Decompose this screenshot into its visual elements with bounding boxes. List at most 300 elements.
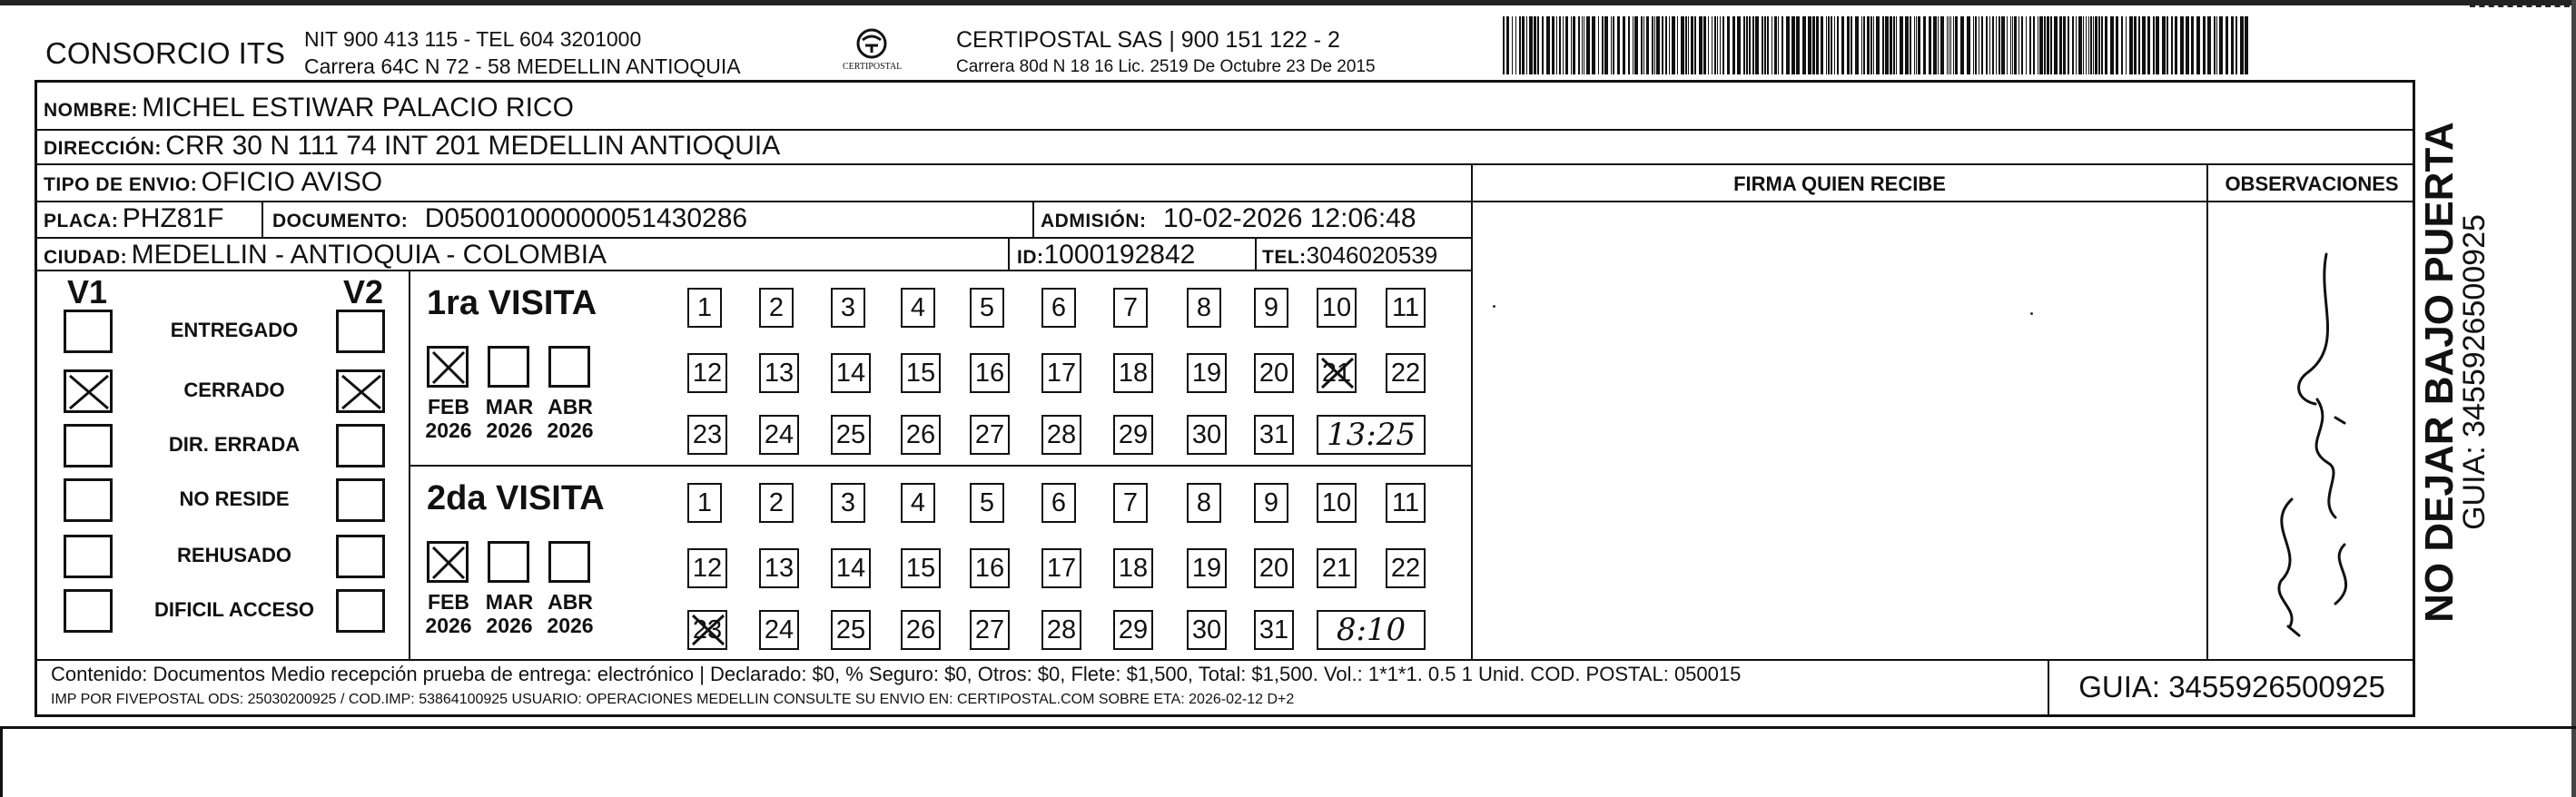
barcode-bar xyxy=(1752,16,1754,74)
day-box[interactable] xyxy=(970,288,1004,328)
x-mark-icon xyxy=(429,544,468,582)
barcode-bar xyxy=(2105,16,2107,74)
barcode-bar xyxy=(1947,16,1948,74)
day-box[interactable] xyxy=(1113,288,1148,328)
barcode-bar xyxy=(2116,16,2118,74)
barcode-bar xyxy=(1537,16,1539,74)
admision-cell xyxy=(1041,203,1416,234)
day-number: 16 xyxy=(974,359,1005,388)
day-box[interactable] xyxy=(1254,610,1294,650)
day-number: 28 xyxy=(1046,615,1077,644)
barcode-bar xyxy=(1999,16,2000,74)
day-number: 24 xyxy=(764,420,795,449)
day-number: 7 xyxy=(1122,293,1139,322)
status-label: DIFICIL ACCESO xyxy=(153,598,314,621)
barcode-bar xyxy=(1559,16,1561,74)
barcode-bar xyxy=(1717,16,1718,74)
day-box[interactable] xyxy=(759,415,799,455)
barcode-bar xyxy=(1727,16,1730,74)
barcode-bar xyxy=(1802,16,1806,74)
day-box[interactable] xyxy=(901,353,941,393)
barcode-bar xyxy=(1646,16,1649,74)
footer-line-1: Contenido: Documentos Medio recepción prueba de entrega: electrónico | Declarado: $0, % Seguro: $0, Otros: $0, Flete: $1,500, Total: $1,500. Vol.: 1*1*1. 0.5 1 Unid. COD. POSTAL: 050015 xyxy=(51,663,1742,685)
barcode-bar xyxy=(2078,16,2082,74)
day-box[interactable] xyxy=(831,415,871,455)
barcode-bar xyxy=(2153,16,2155,74)
day-box[interactable] xyxy=(1317,548,1357,588)
v1-checkbox[interactable] xyxy=(64,310,113,353)
barcode-bar xyxy=(2012,16,2013,74)
barcode-bar xyxy=(1986,16,1988,74)
tipo-value: OFICIO AVISO xyxy=(201,167,383,197)
barcode-bar xyxy=(1685,16,1687,74)
v1-checkbox[interactable] xyxy=(64,369,113,413)
month-checkbox[interactable] xyxy=(427,541,469,583)
day-box[interactable] xyxy=(970,483,1004,523)
x-mark-icon xyxy=(339,372,384,412)
barcode-bar xyxy=(2162,16,2166,74)
barcode-bar xyxy=(1677,16,1678,74)
barcode-bar xyxy=(1834,16,1835,74)
barcode-bar xyxy=(1791,16,1795,74)
col-line xyxy=(1255,237,1257,270)
year-label: 2026 xyxy=(425,614,472,637)
row-line xyxy=(35,163,2415,165)
day-number: 5 xyxy=(979,488,995,517)
year-label: 2026 xyxy=(486,418,533,442)
barcode-bar xyxy=(1573,16,1575,74)
barcode-bar xyxy=(2147,16,2150,74)
day-box[interactable] xyxy=(687,415,727,455)
barcode-bar xyxy=(2129,16,2133,74)
barcode-bar xyxy=(1900,16,1903,74)
barcode-bar xyxy=(2007,16,2008,74)
barcode-bar xyxy=(1992,16,1994,74)
dash-line xyxy=(2470,5,2570,7)
barcode-bar xyxy=(1552,16,1554,74)
day-box[interactable] xyxy=(759,288,794,328)
v2-checkbox[interactable] xyxy=(336,589,385,633)
barcode-bar xyxy=(1893,16,1895,74)
barcode-bar xyxy=(2059,16,2062,74)
direccion-label: DIRECCIÓN: xyxy=(44,138,162,159)
direccion-row xyxy=(44,131,780,162)
scan-dot xyxy=(2030,312,2033,315)
status-label: NO RESIDE xyxy=(179,487,290,510)
day-box[interactable] xyxy=(1187,610,1227,650)
barcode-bar xyxy=(1722,16,1724,74)
barcode-bar xyxy=(1796,16,1800,74)
barcode-bar xyxy=(1515,16,1516,74)
v2-checkbox[interactable] xyxy=(336,478,385,522)
barcode-bar xyxy=(1623,16,1625,74)
barcode-bar xyxy=(2245,16,2248,74)
barcode-bar xyxy=(1905,16,1909,74)
barcode-bar xyxy=(1808,16,1811,74)
day-number: 31 xyxy=(1258,615,1289,644)
admision-value: 10-02-2026 12:06:48 xyxy=(1162,203,1416,233)
v2-checkbox[interactable] xyxy=(336,424,385,467)
barcode-bar xyxy=(2050,16,2052,74)
day-box[interactable] xyxy=(970,353,1010,393)
day-box[interactable] xyxy=(1041,415,1081,455)
barcode-bar xyxy=(2207,16,2211,74)
day-box[interactable] xyxy=(759,353,799,393)
day-number: 6 xyxy=(1051,488,1067,517)
day-box[interactable] xyxy=(901,415,941,455)
day-box[interactable] xyxy=(831,610,871,650)
barcode-bar xyxy=(1746,16,1748,74)
day-number: 26 xyxy=(905,615,936,644)
day-box[interactable] xyxy=(970,610,1010,650)
v1-checkbox[interactable] xyxy=(64,535,113,578)
scan-right-edge xyxy=(2571,0,2576,797)
barcode-bar xyxy=(1981,16,1983,74)
tipo-label: TIPO DE ENVIO: xyxy=(44,174,198,195)
barcode-bar xyxy=(1641,16,1643,74)
day-box[interactable] xyxy=(901,483,935,523)
side-warning: NO DEJAR BAJO PUERTA xyxy=(2417,122,2462,623)
v1-checkbox[interactable] xyxy=(64,424,113,467)
day-box[interactable] xyxy=(1041,548,1081,588)
day-box[interactable] xyxy=(1254,288,1288,328)
day-number: 29 xyxy=(1118,615,1149,644)
barcode-bar xyxy=(1652,16,1653,74)
day-number: 5 xyxy=(979,293,995,322)
barcode-bar xyxy=(2240,16,2244,74)
day-box[interactable] xyxy=(901,288,935,328)
v1-checkbox[interactable] xyxy=(64,589,113,633)
barcode-bar xyxy=(2235,16,2237,74)
day-box[interactable] xyxy=(687,353,727,393)
month-label: MAR xyxy=(485,590,534,614)
barcode-bar xyxy=(1617,16,1620,74)
nombre-label: NOMBRE: xyxy=(44,100,138,121)
v1-checkbox[interactable] xyxy=(64,478,113,522)
day-box[interactable] xyxy=(1254,415,1294,455)
day-number: 29 xyxy=(1118,420,1149,449)
direccion-value: CRR 30 N 111 74 INT 201 MEDELLIN ANTIOQUIA xyxy=(165,131,781,161)
day-box[interactable] xyxy=(1113,415,1153,455)
observaciones-handwriting xyxy=(2208,200,2415,659)
barcode-bar xyxy=(1611,16,1612,74)
barcode-bar xyxy=(1975,16,1977,74)
barcode-bar xyxy=(1720,16,1721,74)
day-number: 25 xyxy=(835,615,866,644)
status-label: CERRADO xyxy=(183,379,285,401)
barcode-bar xyxy=(1851,16,1852,74)
day-box[interactable] xyxy=(759,548,799,588)
col-line xyxy=(262,201,263,237)
barcode-bar xyxy=(1522,16,1525,74)
barcode-bar xyxy=(1938,16,1939,74)
barcode-bar xyxy=(1691,16,1693,74)
day-box[interactable] xyxy=(1317,353,1357,393)
barcode-bar xyxy=(1703,16,1706,74)
v2-checkbox[interactable] xyxy=(336,369,385,413)
barcode-bar xyxy=(2126,16,2127,74)
day-number: 10 xyxy=(1321,293,1352,322)
barcode-bar xyxy=(1656,16,1660,74)
year-label: 2026 xyxy=(547,614,594,637)
v2-checkbox[interactable] xyxy=(336,310,385,353)
barcode-bar xyxy=(1826,16,1827,74)
day-number: 26 xyxy=(905,420,936,449)
day-box[interactable] xyxy=(1386,353,1426,393)
visit-title: 2da VISITA xyxy=(427,479,605,517)
barcode-bar xyxy=(1512,16,1513,74)
barcode-bar xyxy=(1755,16,1759,74)
day-box[interactable] xyxy=(1187,415,1227,455)
day-number: 3 xyxy=(840,488,856,517)
ciudad-cell xyxy=(44,240,607,271)
barcode-bar xyxy=(1940,16,1944,74)
day-box[interactable] xyxy=(831,483,865,523)
barcode-bar xyxy=(2191,16,2194,74)
barcode-bar xyxy=(1743,16,1745,74)
barcode-bar xyxy=(1929,16,1931,74)
day-box[interactable] xyxy=(831,548,871,588)
day-box[interactable] xyxy=(687,548,727,588)
signature-area xyxy=(1473,200,2206,659)
tel-label: TEL: xyxy=(1262,247,1307,268)
barcode-bar xyxy=(1890,16,1892,74)
day-box[interactable] xyxy=(1386,483,1426,523)
barcode-bar xyxy=(1699,16,1703,74)
month-checkbox[interactable] xyxy=(548,541,590,583)
barcode-bar xyxy=(1602,16,1604,74)
nombre-value: MICHEL ESTIWAR PALACIO RICO xyxy=(142,93,574,123)
scan-dot xyxy=(1493,305,1495,308)
barcode-bar xyxy=(1654,16,1655,74)
barcode-bar xyxy=(1506,16,1509,74)
barcode-bar xyxy=(1916,16,1917,74)
barcode-bar xyxy=(2083,16,2084,74)
placa-cell xyxy=(44,203,223,234)
tipo-row xyxy=(44,167,382,198)
barcode-bar xyxy=(2219,16,2223,74)
firma-header: FIRMA QUIEN RECIBE xyxy=(1733,172,1946,195)
day-box[interactable] xyxy=(901,610,941,650)
day-box[interactable] xyxy=(1254,353,1294,393)
barcode-bar xyxy=(1973,16,1974,74)
visit-time-box[interactable] xyxy=(1317,415,1426,455)
day-number: 11 xyxy=(1391,293,1420,322)
visit-separator xyxy=(409,465,1471,467)
day-number: 2 xyxy=(768,488,785,517)
barcode-bar xyxy=(2138,16,2140,74)
day-box[interactable] xyxy=(1187,353,1227,393)
barcode-bar xyxy=(1672,16,1675,74)
barcode-bar xyxy=(2054,16,2058,74)
x-mark-icon xyxy=(689,612,727,648)
barcode-bar xyxy=(2047,16,2049,74)
barcode-bar xyxy=(2216,16,2217,74)
day-box[interactable] xyxy=(1386,548,1426,588)
day-number: 27 xyxy=(974,615,1005,644)
documento-value: D05001000000051430286 xyxy=(424,203,748,233)
barcode-bar xyxy=(1885,16,1889,74)
barcode-bar xyxy=(1688,16,1689,74)
day-number: 28 xyxy=(1046,420,1077,449)
barcode-bar xyxy=(1737,16,1741,74)
barcode-bar xyxy=(1828,16,1830,74)
month-checkbox[interactable] xyxy=(488,541,529,583)
company-address: Carrera 64C N 72 - 58 MEDELLIN ANTIOQUIA xyxy=(304,54,741,78)
x-mark-icon xyxy=(429,349,468,387)
certipostal-logo xyxy=(835,25,908,76)
day-box[interactable] xyxy=(687,610,727,650)
day-number: 31 xyxy=(1258,420,1289,449)
barcode-bar xyxy=(1749,16,1751,74)
day-box[interactable] xyxy=(1041,353,1081,393)
barcode-bar xyxy=(1665,16,1667,74)
day-box[interactable] xyxy=(1254,483,1288,523)
barcode-bar xyxy=(1774,16,1777,74)
barcode-bar xyxy=(1578,16,1580,74)
status-label: ENTREGADO xyxy=(170,319,299,341)
day-number: 11 xyxy=(1391,488,1420,517)
barcode-bar xyxy=(2134,16,2137,74)
barcode xyxy=(1503,16,2252,74)
day-number: 2 xyxy=(768,293,785,322)
barcode-bar xyxy=(1933,16,1937,74)
day-number: 19 xyxy=(1191,554,1222,583)
barcode-bar xyxy=(2203,16,2206,74)
day-number: 3 xyxy=(840,293,856,322)
day-number: 20 xyxy=(1258,554,1289,583)
barcode-bar xyxy=(2166,16,2168,74)
barcode-bar xyxy=(1534,16,1536,74)
day-box[interactable] xyxy=(1113,548,1153,588)
v2-checkbox[interactable] xyxy=(336,535,385,578)
col-line xyxy=(1032,201,1034,237)
barcode-bar xyxy=(1863,16,1865,74)
day-number: 23 xyxy=(692,615,723,644)
barcode-bar xyxy=(1571,16,1572,74)
barcode-bar xyxy=(2180,16,2184,74)
year-label: 2026 xyxy=(547,418,594,442)
barcode-bar xyxy=(2088,16,2089,74)
day-box[interactable] xyxy=(970,415,1010,455)
barcode-bar xyxy=(1950,16,1951,74)
barcode-bar xyxy=(2110,16,2114,74)
day-box[interactable] xyxy=(1041,288,1076,328)
month-checkbox[interactable] xyxy=(488,346,529,388)
barcode-bar xyxy=(1598,16,1599,74)
day-number: 24 xyxy=(764,615,795,644)
barcode-bar xyxy=(1563,16,1564,74)
barcode-bar xyxy=(1546,16,1550,74)
barcode-bar xyxy=(1960,16,1964,74)
barcode-bar xyxy=(1955,16,1958,74)
barcode-bar xyxy=(2029,16,2031,74)
day-number: 30 xyxy=(1191,420,1222,449)
documento-cell xyxy=(272,203,747,234)
barcode-bar xyxy=(1870,16,1872,74)
day-box[interactable] xyxy=(1254,548,1294,588)
barcode-bar xyxy=(1923,16,1926,74)
barcode-bar xyxy=(1918,16,1920,74)
day-number: 18 xyxy=(1118,359,1149,388)
visit-time-box[interactable] xyxy=(1317,610,1426,650)
day-number: 1 xyxy=(696,293,713,322)
month-label: FEB xyxy=(428,590,469,614)
day-box[interactable] xyxy=(1187,548,1227,588)
barcode-bar xyxy=(2076,16,2077,74)
barcode-bar xyxy=(1732,16,1735,74)
day-box[interactable] xyxy=(759,483,794,523)
day-box[interactable] xyxy=(1187,483,1221,523)
status-label: REHUSADO xyxy=(177,544,291,566)
month-label: MAR xyxy=(485,395,534,418)
day-box[interactable] xyxy=(1113,610,1153,650)
day-box[interactable] xyxy=(759,610,799,650)
day-box[interactable] xyxy=(1041,483,1076,523)
status-block xyxy=(36,271,409,659)
month-checkbox[interactable] xyxy=(427,346,469,388)
day-number: 30 xyxy=(1191,615,1222,644)
barcode-bar xyxy=(2196,16,2200,74)
day-number: 7 xyxy=(1122,488,1139,517)
barcode-bar xyxy=(2090,16,2092,74)
barcode-bar xyxy=(1816,16,1819,74)
barcode-bar xyxy=(1604,16,1608,74)
day-box[interactable] xyxy=(1041,610,1081,650)
barcode-bar xyxy=(2171,16,2173,74)
day-box[interactable] xyxy=(831,288,865,328)
barcode-bar xyxy=(2101,16,2103,74)
id-cell xyxy=(1017,240,1195,271)
barcode-bar xyxy=(2186,16,2189,74)
barcode-bar xyxy=(2231,16,2234,74)
day-box[interactable] xyxy=(1317,288,1357,328)
day-number: 21 xyxy=(1321,359,1352,388)
nombre-row xyxy=(44,93,574,123)
day-box[interactable] xyxy=(1187,288,1221,328)
tel-value: 3046020539 xyxy=(1306,241,1438,269)
header xyxy=(0,0,2576,80)
day-box[interactable] xyxy=(1386,288,1426,328)
barcode-bar xyxy=(1586,16,1590,74)
x-mark-icon xyxy=(1318,355,1357,391)
day-box[interactable] xyxy=(687,483,722,523)
month-label: ABR xyxy=(548,590,593,614)
barcode-bar xyxy=(1767,16,1769,74)
observaciones-header: OBSERVACIONES xyxy=(2225,172,2399,195)
barcode-bar xyxy=(2086,16,2087,74)
handwritten-signature-icon xyxy=(2208,200,2415,659)
month-checkbox[interactable] xyxy=(548,346,590,388)
day-box[interactable] xyxy=(831,353,871,393)
day-box[interactable] xyxy=(901,548,941,588)
barcode-bar xyxy=(2010,16,2011,74)
row-line xyxy=(35,659,2415,661)
year-label: 2026 xyxy=(486,614,533,637)
day-number: 1 xyxy=(696,488,713,517)
day-box[interactable] xyxy=(687,288,722,328)
day-box[interactable] xyxy=(1113,353,1153,393)
month-label: ABR xyxy=(548,395,593,418)
day-box[interactable] xyxy=(970,548,1010,588)
day-box[interactable] xyxy=(1317,483,1357,523)
barcode-bar xyxy=(1841,16,1844,74)
day-number: 27 xyxy=(974,420,1005,449)
day-box[interactable] xyxy=(1113,483,1148,523)
ciudad-value: MEDELLIN - ANTIOQUIA - COLOMBIA xyxy=(131,240,607,270)
barcode-bar xyxy=(1855,16,1859,74)
day-number: 14 xyxy=(835,359,866,388)
